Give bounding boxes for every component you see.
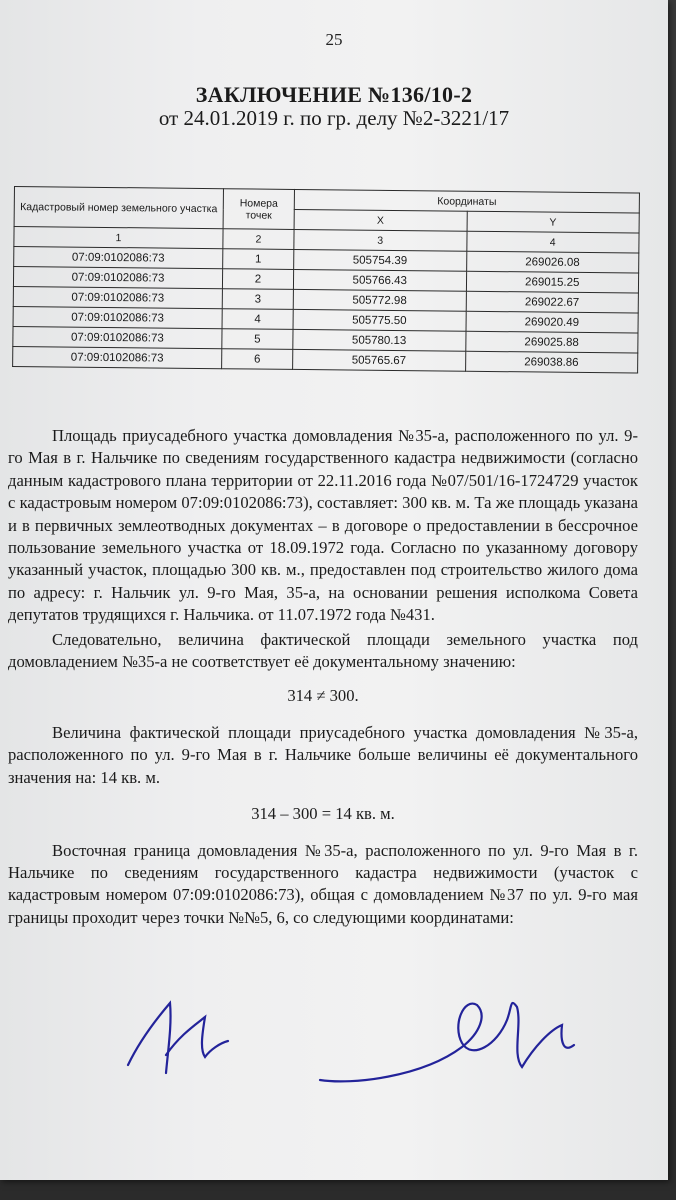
equation-difference: 314 – 300 = 14 кв. м. — [251, 804, 395, 824]
equation-inequality: 314 ≠ 300. — [287, 686, 359, 706]
cadastral-cell: 07:09:0102086:73 — [13, 326, 222, 348]
signature-left — [110, 995, 240, 1080]
point-cell: 5 — [222, 329, 293, 350]
point-cell: 4 — [222, 309, 293, 330]
header-x: X — [294, 209, 467, 231]
x-cell: 505772.98 — [293, 289, 466, 311]
document-title: ЗАКЛЮЧЕНИЕ №136/10-2 — [195, 82, 473, 107]
cadastral-cell: 07:09:0102086:73 — [13, 286, 222, 308]
cadastral-cell: 07:09:0102086:73 — [13, 306, 222, 328]
column-number: 4 — [466, 231, 639, 253]
cadastral-cell: 07:09:0102086:73 — [13, 346, 222, 368]
y-cell: 269015.25 — [466, 271, 639, 293]
header-cadastral: Кадастровый номер земельного участка — [14, 187, 223, 229]
cadastral-cell: 07:09:0102086:73 — [13, 267, 222, 289]
point-cell: 3 — [222, 289, 293, 310]
x-cell: 505775.50 — [293, 309, 466, 331]
column-number: 2 — [223, 229, 294, 250]
column-number: 3 — [294, 229, 467, 251]
header-coordinates: Координаты — [294, 189, 639, 213]
paragraph-conclusion: Следовательно, величина фактической площади земельного участка под домовладением №35-а не соответствует её документальному значению: — [8, 629, 638, 672]
point-cell: 6 — [222, 349, 293, 370]
paragraph-area-cadastre: Площадь приусадебного участка домовладения №35-а, расположенного по ул. 9-го Мая в г. Нальчике по сведениям государственного кадастра недвижимости (согласно данным кадастрового плана территории от 22.11.2016 года №07/501/16-1724729 участок с кадастровым номером 07:09:0102086:73), составляет: 300 кв. м. Та же площадь указана и в первичных землеотводных документах – в договоре о предоставлении в бессрочное пользование земельного участка от 18.09.1972 года. Согласно по указанному договору указанный участок, площадью 300 кв. м., предоставлен под строительство жилого дома по адресу: г. Нальчик ул. 9-го Мая, 35-а, на основании решения исполкома Совета депутатов трудящихся г. Нальчика. от 11.07.1972 года №431. — [8, 426, 638, 625]
y-cell: 269038.86 — [465, 351, 638, 373]
column-number: 1 — [14, 227, 223, 249]
x-cell: 505765.67 — [293, 349, 466, 371]
paragraph-difference: Величина фактической площади приусадебного участка домовладения №35-а, расположенного по ул. 9-го Мая в г. Нальчике больше величины её документального значения на: 14 кв. м. — [8, 722, 638, 787]
header-points: Номера точек — [223, 189, 294, 230]
x-cell: 505754.39 — [294, 249, 467, 271]
y-cell: 269022.67 — [466, 291, 639, 313]
signature-right — [312, 985, 592, 1095]
point-cell: 1 — [223, 249, 294, 270]
header-y: Y — [467, 211, 640, 233]
coordinates-table — [12, 186, 640, 374]
y-cell: 269025.88 — [465, 331, 638, 353]
paragraph-east-border: Восточная граница домовладения №35-а, расположенного по ул. 9-го Мая в г. Нальчике по сведениям государственного кадастра недвижимости (участок с кадастровым номером 07:09:0102086:73), общая с домовладением №37 по ул. 9-го мая границы проходит через точки №№5, 6, со следующими координатами: — [8, 840, 638, 927]
body-text — [8, 425, 638, 929]
y-cell: 269020.49 — [466, 311, 639, 333]
point-cell: 2 — [222, 269, 293, 290]
cadastral-cell: 07:09:0102086:73 — [14, 247, 223, 269]
x-cell: 505766.43 — [293, 269, 466, 291]
document-subtitle: от 24.01.2019 г. по гр. делу №2-3221/17 — [158, 106, 510, 130]
y-cell: 269026.08 — [466, 251, 639, 273]
page-number: 25 — [325, 30, 343, 49]
x-cell: 505780.13 — [293, 329, 466, 351]
